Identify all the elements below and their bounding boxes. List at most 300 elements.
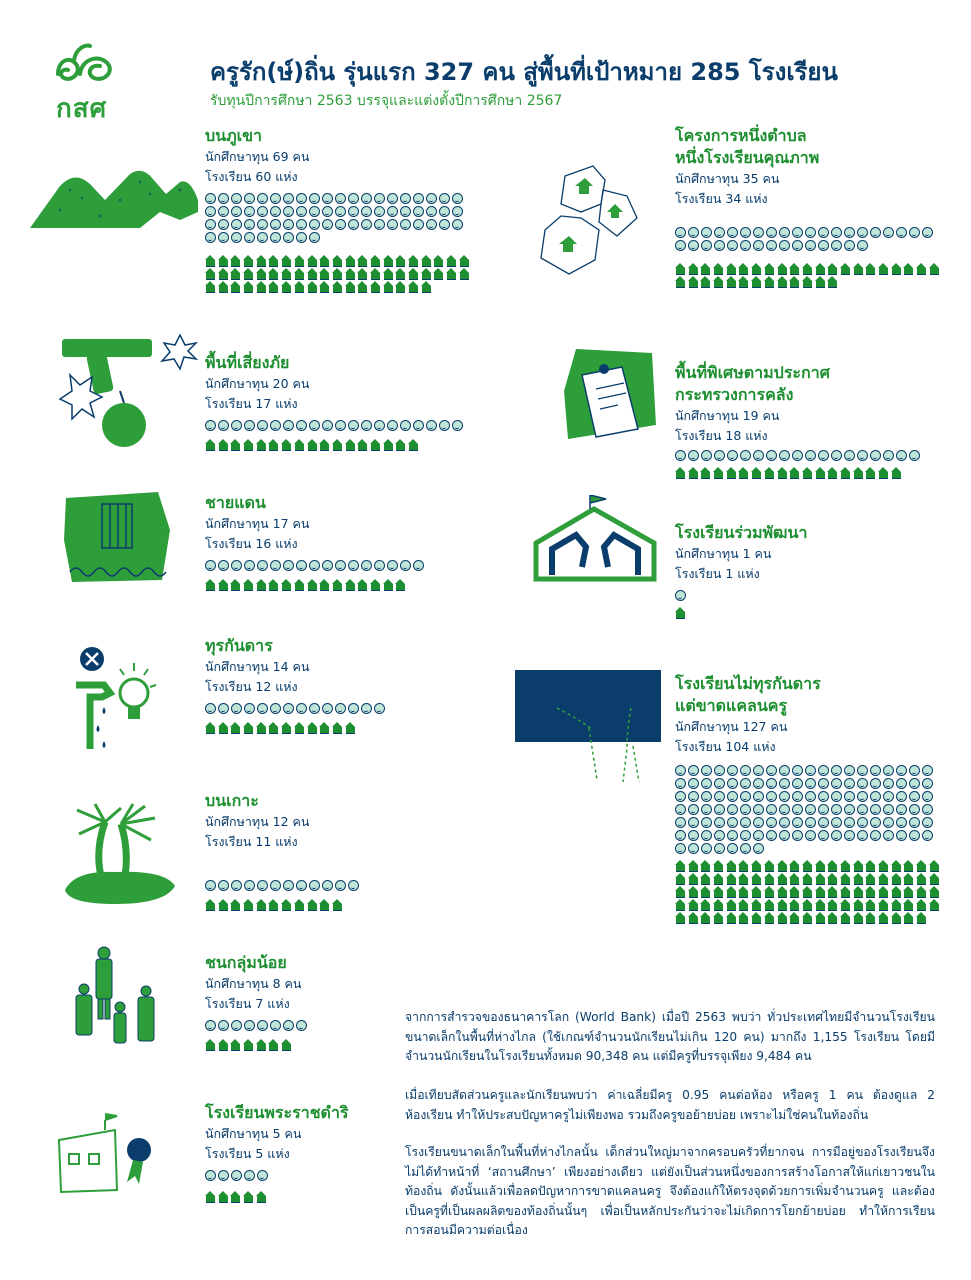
- school-house-icon: [383, 268, 395, 280]
- school-house-icon: [802, 860, 814, 872]
- school-house-icon: [891, 886, 903, 898]
- student-face-icon: [792, 450, 803, 461]
- school-house-icon: [713, 912, 725, 924]
- school-house-icon: [230, 579, 242, 591]
- students-label: นักศึกษาทุน 1 คน: [675, 546, 772, 561]
- student-face-icon: [675, 791, 686, 802]
- school-house-icon: [268, 1039, 280, 1051]
- student-face-icon: [283, 219, 294, 230]
- student-face-icon: [753, 791, 764, 802]
- student-face-icon: [857, 817, 868, 828]
- school-house-icon: [395, 268, 407, 280]
- school-house-icon: [903, 860, 915, 872]
- student-face-icon: [792, 227, 803, 238]
- student-face-icon: [909, 778, 920, 789]
- student-face-icon: [244, 1020, 255, 1031]
- category-one-tambon: [675, 125, 945, 288]
- school-icons: [205, 255, 475, 293]
- category-mountain: [205, 125, 475, 293]
- school-house-icon: [840, 912, 852, 924]
- student-face-icon: [205, 880, 216, 891]
- school-house-icon: [815, 873, 827, 885]
- school-house-icon: [218, 255, 230, 267]
- student-face-icon: [413, 420, 424, 431]
- student-face-icon: [727, 804, 738, 815]
- school-house-icon: [332, 722, 344, 734]
- student-face-icon: [922, 778, 933, 789]
- student-face-icon: [231, 420, 242, 431]
- school-house-icon: [230, 439, 242, 451]
- student-face-icon: [753, 450, 764, 461]
- category-island: [205, 790, 475, 911]
- school-house-icon: [688, 276, 700, 288]
- student-face-icon: [387, 420, 398, 431]
- student-face-icon: [922, 765, 933, 776]
- school-house-icon: [738, 873, 750, 885]
- category-title: โรงเรียนไม่ทุรกันดาร: [675, 674, 821, 693]
- school-house-icon: [446, 255, 458, 267]
- school-house-icon: [675, 912, 687, 924]
- royal-school-icon: [55, 1110, 165, 1195]
- student-face-icon: [452, 193, 463, 204]
- school-house-icon: [815, 263, 827, 275]
- student-face-icon: [818, 450, 829, 461]
- school-house-icon: [827, 860, 839, 872]
- school-house-icon: [408, 439, 420, 451]
- school-icons: [675, 860, 945, 924]
- category-title-line2: หนึ่งโรงเรียนคุณภาพ: [675, 148, 820, 167]
- student-face-icon: [831, 450, 842, 461]
- school-house-icon: [815, 912, 827, 924]
- student-face-icon: [675, 817, 686, 828]
- student-face-icon: [922, 817, 933, 828]
- school-house-icon: [751, 873, 763, 885]
- school-house-icon: [840, 860, 852, 872]
- student-face-icon: [231, 206, 242, 217]
- student-face-icon: [727, 227, 738, 238]
- school-house-icon: [243, 1039, 255, 1051]
- students-label: นักศึกษาทุน 69 คน: [205, 149, 310, 164]
- student-face-icon: [753, 227, 764, 238]
- student-face-icon: [231, 703, 242, 714]
- student-face-icon: [387, 206, 398, 217]
- school-house-icon: [370, 439, 382, 451]
- schools-label: โรงเรียน 1 แห่ง: [675, 566, 760, 581]
- school-house-icon: [319, 899, 331, 911]
- school-house-icon: [383, 255, 395, 267]
- school-house-icon: [878, 873, 890, 885]
- school-house-icon: [929, 873, 941, 885]
- school-house-icon: [789, 263, 801, 275]
- student-face-icon: [296, 560, 307, 571]
- student-face-icon: [792, 817, 803, 828]
- student-face-icon: [818, 765, 829, 776]
- school-house-icon: [700, 860, 712, 872]
- student-face-icon: [322, 703, 333, 714]
- school-house-icon: [243, 255, 255, 267]
- school-house-icon: [916, 873, 928, 885]
- eef-logo-icon: [52, 40, 122, 90]
- school-house-icon: [294, 255, 306, 267]
- student-face-icon: [296, 193, 307, 204]
- school-house-icon: [713, 873, 725, 885]
- school-house-icon: [307, 579, 319, 591]
- student-face-icon: [714, 843, 725, 854]
- school-house-icon: [319, 281, 331, 293]
- school-icons: [205, 439, 475, 451]
- student-face-icon: [740, 830, 751, 841]
- student-face-icon: [244, 232, 255, 243]
- category-risk-area: [205, 352, 475, 451]
- school-house-icon: [421, 255, 433, 267]
- student-face-icon: [413, 560, 424, 571]
- student-face-icon: [205, 193, 216, 204]
- school-house-icon: [281, 281, 293, 293]
- student-face-icon: [688, 240, 699, 251]
- school-house-icon: [256, 281, 268, 293]
- student-face-icon: [883, 778, 894, 789]
- student-face-icon: [283, 560, 294, 571]
- student-face-icon: [883, 817, 894, 828]
- student-face-icon: [309, 880, 320, 891]
- student-face-icon: [257, 703, 268, 714]
- school-house-icon: [357, 579, 369, 591]
- student-face-icon: [896, 791, 907, 802]
- student-icons: [205, 193, 475, 243]
- school-house-icon: [218, 579, 230, 591]
- school-icons: [205, 722, 475, 734]
- school-house-icon: [383, 439, 395, 451]
- student-face-icon: [727, 791, 738, 802]
- school-house-icon: [853, 886, 865, 898]
- student-face-icon: [218, 206, 229, 217]
- school-house-icon: [764, 276, 776, 288]
- school-house-icon: [738, 467, 750, 479]
- school-house-icon: [218, 439, 230, 451]
- school-house-icon: [268, 281, 280, 293]
- student-face-icon: [896, 830, 907, 841]
- school-house-icon: [853, 873, 865, 885]
- school-house-icon: [230, 899, 242, 911]
- student-face-icon: [831, 791, 842, 802]
- student-face-icon: [244, 560, 255, 571]
- school-house-icon: [700, 276, 712, 288]
- school-house-icon: [903, 899, 915, 911]
- school-house-icon: [357, 281, 369, 293]
- student-face-icon: [688, 765, 699, 776]
- student-face-icon: [675, 590, 686, 601]
- schools-label: โรงเรียน 5 แห่ง: [205, 1146, 290, 1161]
- school-house-icon: [789, 886, 801, 898]
- student-face-icon: [688, 227, 699, 238]
- school-house-icon: [713, 276, 725, 288]
- student-face-icon: [896, 450, 907, 461]
- student-face-icon: [244, 219, 255, 230]
- school-house-icon: [840, 886, 852, 898]
- student-face-icon: [257, 880, 268, 891]
- student-face-icon: [727, 830, 738, 841]
- school-house-icon: [395, 439, 407, 451]
- student-face-icon: [805, 765, 816, 776]
- school-house-icon: [764, 899, 776, 911]
- student-face-icon: [361, 206, 372, 217]
- student-face-icon: [218, 193, 229, 204]
- school-house-icon: [916, 886, 928, 898]
- students-label: นักศึกษาทุน 8 คน: [205, 976, 302, 991]
- student-face-icon: [309, 219, 320, 230]
- student-face-icon: [701, 765, 712, 776]
- student-face-icon: [244, 206, 255, 217]
- student-face-icon: [857, 240, 868, 251]
- student-face-icon: [361, 703, 372, 714]
- student-face-icon: [218, 880, 229, 891]
- school-house-icon: [205, 1039, 217, 1051]
- student-face-icon: [270, 420, 281, 431]
- student-face-icon: [348, 560, 359, 571]
- student-face-icon: [231, 880, 242, 891]
- school-house-icon: [243, 899, 255, 911]
- student-face-icon: [439, 193, 450, 204]
- student-face-icon: [205, 1020, 216, 1031]
- school-house-icon: [840, 263, 852, 275]
- student-face-icon: [283, 1020, 294, 1031]
- student-face-icon: [766, 804, 777, 815]
- student-face-icon: [413, 206, 424, 217]
- school-house-icon: [789, 467, 801, 479]
- student-face-icon: [374, 703, 385, 714]
- student-face-icon: [675, 843, 686, 854]
- student-face-icon: [688, 817, 699, 828]
- student-face-icon: [740, 804, 751, 815]
- student-face-icon: [688, 450, 699, 461]
- student-face-icon: [753, 830, 764, 841]
- school-house-icon: [713, 263, 725, 275]
- school-house-icon: [878, 899, 890, 911]
- school-house-icon: [446, 268, 458, 280]
- school-house-icon: [878, 467, 890, 479]
- school-house-icon: [433, 255, 445, 267]
- student-face-icon: [701, 791, 712, 802]
- school-house-icon: [738, 912, 750, 924]
- student-face-icon: [257, 219, 268, 230]
- student-face-icon: [766, 240, 777, 251]
- school-house-icon: [218, 722, 230, 734]
- school-house-icon: [789, 873, 801, 885]
- student-face-icon: [805, 240, 816, 251]
- student-face-icon: [309, 560, 320, 571]
- student-face-icon: [309, 703, 320, 714]
- school-house-icon: [929, 860, 941, 872]
- student-face-icon: [831, 830, 842, 841]
- student-face-icon: [831, 804, 842, 815]
- school-house-icon: [764, 263, 776, 275]
- student-face-icon: [335, 880, 346, 891]
- student-face-icon: [805, 227, 816, 238]
- school-house-icon: [345, 268, 357, 280]
- school-house-icon: [891, 467, 903, 479]
- student-face-icon: [452, 219, 463, 230]
- school-house-icon: [294, 281, 306, 293]
- school-house-icon: [903, 886, 915, 898]
- school-house-icon: [307, 439, 319, 451]
- school-house-icon: [319, 439, 331, 451]
- student-face-icon: [387, 219, 398, 230]
- student-face-icon: [831, 240, 842, 251]
- schools-label: โรงเรียน 7 แห่ง: [205, 996, 290, 1011]
- school-house-icon: [256, 255, 268, 267]
- student-face-icon: [818, 817, 829, 828]
- school-house-icon: [865, 886, 877, 898]
- student-face-icon: [231, 193, 242, 204]
- school-house-icon: [205, 899, 217, 911]
- student-face-icon: [779, 240, 790, 251]
- school-house-icon: [700, 873, 712, 885]
- student-face-icon: [870, 450, 881, 461]
- student-face-icon: [257, 1170, 268, 1181]
- student-face-icon: [426, 206, 437, 217]
- student-face-icon: [857, 778, 868, 789]
- student-face-icon: [205, 1170, 216, 1181]
- school-house-icon: [307, 281, 319, 293]
- student-face-icon: [883, 804, 894, 815]
- student-face-icon: [675, 450, 686, 461]
- student-face-icon: [231, 1020, 242, 1031]
- student-face-icon: [779, 830, 790, 841]
- schools-label: โรงเรียน 34 แห่ง: [675, 191, 768, 206]
- school-house-icon: [713, 467, 725, 479]
- school-house-icon: [256, 268, 268, 280]
- school-house-icon: [395, 579, 407, 591]
- school-house-icon: [345, 281, 357, 293]
- student-face-icon: [452, 206, 463, 217]
- school-house-icon: [726, 263, 738, 275]
- student-face-icon: [361, 420, 372, 431]
- school-house-icon: [865, 873, 877, 885]
- school-house-icon: [853, 467, 865, 479]
- school-house-icon: [332, 268, 344, 280]
- school-house-icon: [891, 912, 903, 924]
- category-title: พื้นที่เสี่ยงภัย: [205, 353, 290, 372]
- school-house-icon: [789, 899, 801, 911]
- school-house-icon: [764, 886, 776, 898]
- school-house-icon: [916, 912, 928, 924]
- student-face-icon: [218, 219, 229, 230]
- school-house-icon: [230, 281, 242, 293]
- school-house-icon: [243, 281, 255, 293]
- school-house-icon: [307, 255, 319, 267]
- category-title: ชนกลุ่มน้อย: [205, 953, 287, 972]
- student-icons: [205, 420, 475, 431]
- student-face-icon: [857, 830, 868, 841]
- student-face-icon: [205, 206, 216, 217]
- student-face-icon: [883, 450, 894, 461]
- student-face-icon: [922, 791, 933, 802]
- school-house-icon: [751, 886, 763, 898]
- school-house-icon: [840, 467, 852, 479]
- school-house-icon: [751, 276, 763, 288]
- school-house-icon: [802, 467, 814, 479]
- student-face-icon: [792, 778, 803, 789]
- student-face-icon: [270, 703, 281, 714]
- school-house-icon: [853, 860, 865, 872]
- student-face-icon: [688, 778, 699, 789]
- student-icons: [675, 450, 945, 461]
- student-face-icon: [257, 232, 268, 243]
- student-face-icon: [257, 193, 268, 204]
- student-face-icon: [400, 560, 411, 571]
- student-face-icon: [701, 450, 712, 461]
- student-face-icon: [296, 206, 307, 217]
- category-title: บนภูเขา: [205, 126, 263, 145]
- school-house-icon: [802, 899, 814, 911]
- school-house-icon: [218, 268, 230, 280]
- school-house-icon: [688, 912, 700, 924]
- schools-label: โรงเรียน 104 แห่ง: [675, 739, 776, 754]
- school-house-icon: [726, 860, 738, 872]
- school-house-icon: [243, 268, 255, 280]
- school-house-icon: [281, 899, 293, 911]
- school-house-icon: [294, 579, 306, 591]
- student-face-icon: [701, 817, 712, 828]
- category-border: [205, 492, 475, 591]
- school-house-icon: [840, 873, 852, 885]
- student-face-icon: [766, 791, 777, 802]
- school-house-icon: [319, 579, 331, 591]
- school-house-icon: [916, 860, 928, 872]
- student-face-icon: [270, 232, 281, 243]
- student-face-icon: [727, 450, 738, 461]
- school-house-icon: [383, 281, 395, 293]
- student-face-icon: [335, 193, 346, 204]
- school-house-icon: [230, 1191, 242, 1203]
- school-house-icon: [230, 1039, 242, 1051]
- school-house-icon: [230, 268, 242, 280]
- school-house-icon: [345, 439, 357, 451]
- student-face-icon: [766, 450, 777, 461]
- student-face-icon: [270, 206, 281, 217]
- student-face-icon: [779, 450, 790, 461]
- student-face-icon: [727, 843, 738, 854]
- school-house-icon: [726, 886, 738, 898]
- school-house-icon: [878, 263, 890, 275]
- student-face-icon: [205, 560, 216, 571]
- school-house-icon: [827, 886, 839, 898]
- student-face-icon: [766, 778, 777, 789]
- school-house-icon: [230, 722, 242, 734]
- school-house-icon: [815, 467, 827, 479]
- student-face-icon: [231, 560, 242, 571]
- student-face-icon: [257, 1020, 268, 1031]
- school-house-icon: [802, 886, 814, 898]
- student-face-icon: [792, 804, 803, 815]
- student-face-icon: [844, 817, 855, 828]
- school-house-icon: [294, 439, 306, 451]
- school-icons: [675, 467, 945, 479]
- school-house-icon: [802, 263, 814, 275]
- school-house-icon: [777, 467, 789, 479]
- school-house-icon: [827, 873, 839, 885]
- school-house-icon: [281, 579, 293, 591]
- school-house-icon: [713, 899, 725, 911]
- school-house-icon: [675, 263, 687, 275]
- student-face-icon: [870, 830, 881, 841]
- student-face-icon: [675, 778, 686, 789]
- student-face-icon: [348, 193, 359, 204]
- student-face-icon: [896, 817, 907, 828]
- student-face-icon: [387, 193, 398, 204]
- student-face-icon: [909, 450, 920, 461]
- school-house-icon: [383, 579, 395, 591]
